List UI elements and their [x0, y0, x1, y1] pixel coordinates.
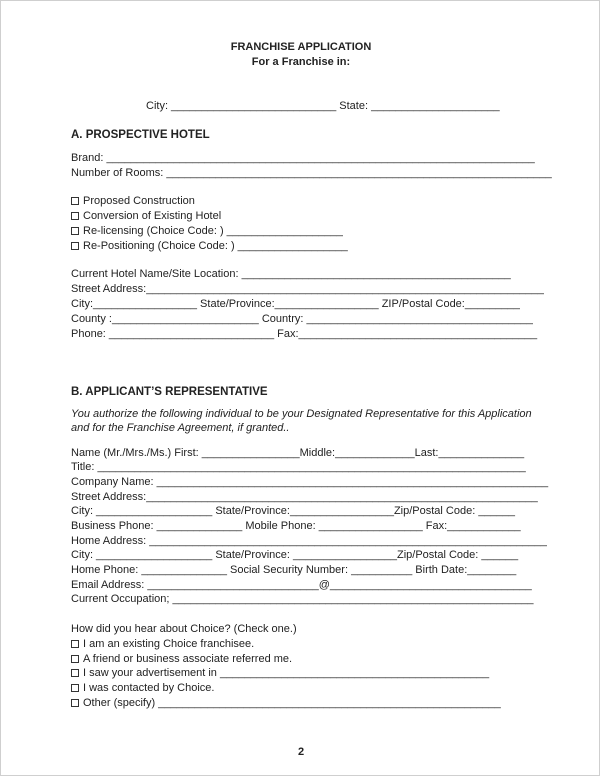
rep-occupation-field[interactable]: Current Occupation; ___________________________________________________________ [71, 593, 534, 605]
option-label: I saw your advertisement in ____________________________________________ [83, 667, 490, 679]
source-option-referral[interactable] [71, 654, 292, 665]
rep-title-field[interactable]: Title: ______________________________________________________________________ [71, 461, 526, 473]
rep-phones-field[interactable]: Business Phone: ______________ Mobile Phone: _________________ Fax:____________ [71, 520, 521, 532]
rooms-field[interactable]: Number of Rooms: _______________________________________________________________ [71, 167, 552, 179]
rep-home-phone-field[interactable]: Home Phone: ______________ Social Security Number: __________ Birth Date:________ [71, 564, 517, 576]
option-label: Re-Positioning (Choice Code: ) __________________ [83, 240, 348, 252]
checkbox[interactable] [71, 640, 79, 648]
checkbox[interactable] [71, 655, 79, 663]
option-label: Proposed Construction [83, 195, 195, 207]
rep-home-address-field[interactable]: Home Address: _________________________________________________________________ [71, 535, 547, 547]
phone-fax-field[interactable]: Phone: ___________________________ Fax:_______________________________________ [71, 328, 538, 340]
option-label: A friend or business associate referred me. [83, 653, 293, 665]
checkbox[interactable] [71, 212, 79, 220]
checkbox[interactable] [71, 242, 79, 250]
option-repositioning[interactable] [71, 241, 348, 252]
rep-home-city-field[interactable]: City: ___________________ State/Province: _________________Zip/Postal Code: ______ [71, 549, 519, 561]
county-country-field[interactable]: County :________________________ Country: _____________________________________ [71, 313, 533, 325]
option-label: I was contacted by Choice. [83, 682, 215, 694]
source-option-advertisement[interactable] [71, 668, 489, 679]
rep-name-field[interactable]: Name (Mr./Mrs./Ms.) First: ________________Middle:_____________Last:______________ [71, 447, 525, 459]
option-proposed-construction[interactable] [71, 196, 195, 207]
page-number: 2 [297, 746, 305, 758]
section-a-heading: A. PROSPECTIVE HOTEL [71, 129, 210, 141]
source-question: How did you hear about Choice? (Check one.) [71, 623, 297, 635]
section-b-heading: B. APPLICANT’S REPRESENTATIVE [71, 386, 268, 398]
rep-company-field[interactable]: Company Name: ________________________________________________________________ [71, 476, 549, 488]
city-state-zip-field[interactable]: City:_________________ State/Province:_________________ ZIP/Postal Code:_________ [71, 298, 520, 310]
checkbox[interactable] [71, 684, 79, 692]
brand-field[interactable]: Brand: ______________________________________________________________________ [71, 152, 535, 164]
hotel-name-field[interactable]: Current Hotel Name/Site Location: ____________________________________________ [71, 268, 511, 280]
option-relicensing[interactable] [71, 226, 343, 237]
checkbox[interactable] [71, 669, 79, 677]
option-label: Other (specify) ________________________________________________________ [83, 697, 501, 709]
section-b-intro-1: You authorize the following individual to be your Designated Representative for this Application [71, 408, 532, 420]
checkbox[interactable] [71, 197, 79, 205]
rep-street-field[interactable]: Street Address:________________________________________________________________ [71, 491, 538, 503]
source-option-other[interactable] [71, 698, 501, 709]
option-label: I am an existing Choice franchisee. [83, 638, 255, 650]
option-label: Conversion of Existing Hotel [83, 210, 222, 222]
source-option-existing[interactable] [71, 639, 254, 650]
rep-city-field[interactable]: City: ___________________ State/Province:_________________Zip/Postal Code: ______ [71, 505, 516, 517]
section-b-intro-2: and for the Franchise Agreement, if granted.. [71, 422, 290, 434]
form-subtitle: For a Franchise in: [251, 56, 351, 68]
source-option-contacted[interactable] [71, 683, 214, 694]
rep-email-field[interactable]: Email Address: ____________________________@_________________________________ [71, 579, 532, 591]
location-field[interactable]: City: ___________________________ State: _____________________ [146, 100, 500, 112]
street-address-field[interactable]: Street Address:_________________________________________________________________ [71, 283, 544, 295]
option-label: Re-licensing (Choice Code: ) ___________________ [83, 225, 343, 237]
form-title: FRANCHISE APPLICATION [230, 41, 372, 53]
checkbox[interactable] [71, 699, 79, 707]
option-conversion[interactable] [71, 211, 221, 222]
checkbox[interactable] [71, 227, 79, 235]
